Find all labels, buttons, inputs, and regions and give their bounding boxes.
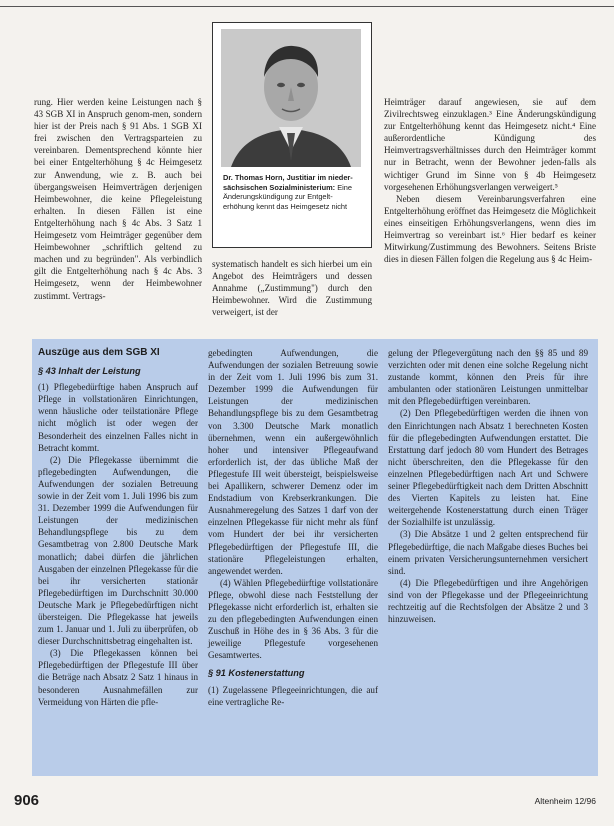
box-paragraph: gelung der Pflegevergütung nach den §§ 85 und 89 verzichten oder mit denen eine solche Regelung nicht zustande kommt, können den Preis für ihre ambulanten oder stationären Leistungen unmittelbar mit den Pflegebedürftigen vereinbaren. [388,348,588,407]
portrait-illustration [221,29,361,167]
box-paragraph: (4) Die Pflegebedürftigen und ihre Angehörigen sind von der Pflegekasse und der Pflegeeinrichtung rechtzeitig auf die Rechtsfolgen der Absätze 2 und 3 hinzuweisen. [388,577,588,625]
box-column-1 [38,347,198,708]
section-heading: § 43 Inhalt der Leistung [38,366,141,377]
photo-caption [223,173,363,211]
portrait-photo [221,29,361,167]
caption-text: Eine Änderungskündigung zur Entgelt-erhöhung kennt das Heimgesetz nicht [223,182,352,211]
portrait-figure [212,22,372,248]
top-rule [0,6,614,7]
box-paragraph: (2) Den Pflegebedürftigen werden die ihnen von den Einrichtungen nach Absatz 1 berechneten Kosten für die pflegebedingten Aufwendungen erstattet. Die Erstattung darf jedoch 80 vom Hundert des Betrages nicht überschreiten, den die Pflegekasse für den einzelnen Pflegebedürftigen nach Art und Schwere seiner Pflegebedürftigkeit nach dem Dritten Abschnitt des Vierten Kapitels zu leisten hat. Eine weitergehende Kostenerstattung durch einen Träger der Sozialhilfe ist unzulässig. [388,408,588,528]
section-heading: § 91 Kostenerstattung [208,668,305,679]
box-paragraph: (1) Zugelassene Pflegeeinrichtungen, die auf eine vertragliche Re- [208,684,378,707]
box-paragraph: (3) Die Absätze 1 und 2 gelten entsprechend für Pflegebedürftige, die nach Maßgabe dieses Buches bei einem privaten Versicherungsunternehmen versichert sind. [388,529,588,576]
box-paragraph: (4) Wählen Pflegebedürftige vollstationäre Pflege, obwohl diese nach Feststellung der Pflegekasse nicht erforderlich ist, erhalten sie zu den pflegebedingten Aufwendungen einen Zuschuß in Höhe des in § 36 Abs. 3 für die jeweilige Pflegestufe vorgesehenen Gesamtwertes. [208,577,378,661]
sgb-excerpt-box [32,339,598,776]
box-paragraph: gebedingten Aufwendungen, die Aufwendungen der sozialen Betreuung sowie in der Zeit vom 1. Juli 1996 bis zum 31. Dezember 1999 die Aufwendungen für Leistungen der medizinischen Behandlungspflege bis zu dem Gesamtbetrag von 3.300 Deutsche Mark monatlich übernehmen, wenn ein außergewöhnlich hoher und intensiver Pflegeaufwand erforderlich ist, der das übliche Maß der Pflegestufe III weit übersteigt, beispielsweise bei Apallikern, schwerer Demenz oder im Endstadium von Krebserkrankungen. Die Ausnahmeregelung des Satzes 1 darf von der einzelnen Pflegekasse für nicht mehr als fünf vom Hundert der bei ihr versicherten Pflegebedürftigen der Pflegestufe III, die stationäre Pflegeleistungen erhalten, angewendet werden. [208,348,378,576]
box-column-2 [208,347,378,708]
article-text: Neben diesem Vereinbarungsverfahren eine Entgelterhöhung eröffnet das Heimgesetz die Möglichkeit eines einseitigen Erhöhungsverlangens, wenn dies im Heimvertrag so vereinbart ist.⁶ Hier bedarf es keiner Mitwirkung/Zustimmung des Bewohners. Seitens Briste dies in diesen Fällen folgen die Regelung aus § 4c Heim- [384,193,596,265]
box-column-3 [388,347,588,625]
issue-label: Altenheim 12/96 [534,796,596,806]
page-number: 906 [14,792,40,809]
caption-title: Dr. Thomas Horn, Justitiar im nieder-sächsischen Sozialministerium: [223,173,353,192]
article-text: Heimträger darauf angewiesen, sie auf dem Zivilrechtsweg einzuklagen.³ Eine Änderungskündigung zur Entgelterhöhung kennt das Heimgesetz nicht.⁴ Eine außerordentliche Kündigung des Heimvertragsverhältnisses durch den Heimträger kommt nur in Betracht, wenn der Bewohner jeden-falls als wichtiger Grund im Sinne von § 4b Heimgesetz vorgesehenen Erhöhungsverlangen verweigert.⁵ [384,97,596,192]
box-title: Auszüge aus dem SGB XI [38,347,160,358]
box-paragraph: (1) Pflegebedürftige haben Anspruch auf Pflege in vollstationären Einrichtungen, wenn häusliche oder teilstationäre Pflege nicht möglich ist oder wegen der Besonderheit des einzelnen Falles nicht in Betracht kommt. [38,382,198,453]
box-paragraph: (3) Die Pflegekassen können bei Pflegebedürftigen der Pflegestufe III über die Beträge nach Absatz 2 Satz 1 hinaus in besonderen Ausnahmefällen zur Vermeidung von Härten die pfle- [38,648,198,707]
box-paragraph: (2) Die Pflegekasse übernimmt die pflegebedingten Aufwendungen, die Aufwendungen der sozialen Betreuung sowie in der Zeit vom 1. Juli 1996 bis zum 31. Dezember 1999 die Aufwendungen für Leistungen der medizinischen Behandlungspflege bis zu dem Gesamtbetrag von 2.800 Deutsche Mark monatlich; dabei dürfen die jährlichen Ausgaben der einzelnen Pflegekasse für die bei ihr versicherten stationär Pflegebedürftigen im Durchschnitt 30.000 Deutsche Mark je Pflegebedürftigen nicht übersteigen. Die Pflegekasse hat jeweils zum 1. Januar und 1. Juli zu überprüfen, ob dieser Durchschnittsbetrag eingehalten ist. [38,454,198,647]
article-text: systematisch handelt es sich hierbei um ein Angebot des Heimträgers und dessen Annahme („Zustimmung") durch den Heimbewohner. Wird die Zustimmung verweigert, ist der [212,259,372,318]
article-text: rung. Hier werden keine Leistungen nach § 43 SGB XI in Anspruch genom-men, sondern hier ist der Preis nach § 91 Abs. 1 SGB XI frei zwischen den Vertragsparteien zu vereinbaren. Dementsprechend könnte hier bei einer Entgelterhöhung § 4c Heimgesetz zur Anwendung, wie z. B. auch bei übergangsweisen Heimverträgen derjenigen Heimbewohner, die keine Pflegeleistung erhalten. In diesen Fällen ist eine Entgelterhöhung nach § 4c Abs. 3 Satz 1 Heimgesetz vom Heimträger gegenüber dem Heimbewohner „schriftlich geltend zu machen und zu begründen". Als verbindlich gilt die Entgelterhöhung nach § 4c Abs. 3 Heimgesetz, wenn der Heimbewohner zustimmt. Vertrags- [34,97,202,301]
article-column-1 [34,96,202,302]
article-column-2 [212,258,372,318]
article-column-3 [384,96,596,265]
